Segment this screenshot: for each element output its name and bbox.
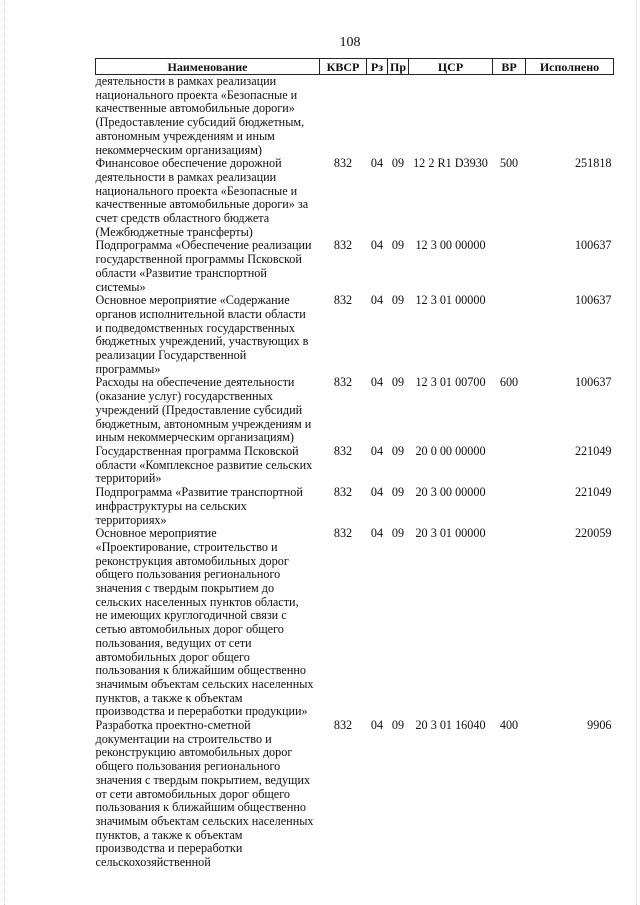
cell-vr: 400 [499, 718, 519, 733]
cell-csr: 20 3 00 00000 [415, 485, 486, 500]
cell-done: 100637 [574, 293, 612, 308]
cell-name: Основное мероприятие «Содержание органов исполнительной власти области и подведомственных государственных бюджетных учреждений, участвующих в реализации Государственной программы» [95, 293, 309, 376]
cell-kvsr [320, 75, 367, 158]
cell-rz [367, 75, 388, 158]
table-row [96, 294, 614, 376]
cell-pr: 09 [391, 293, 405, 308]
cell-kvsr: 832 [333, 156, 353, 171]
cell-rz: 04 [370, 375, 384, 390]
cell-kvsr: 832 [333, 443, 353, 458]
cell-rz: 04 [370, 293, 384, 308]
cell-csr [409, 75, 493, 158]
table-row [96, 376, 614, 445]
cell-pr: 09 [391, 238, 405, 253]
table-body [96, 75, 614, 870]
header-name: Наименование [96, 59, 320, 75]
cell-vr [493, 75, 526, 158]
cell-csr: 12 2 R1 D3930 [413, 156, 488, 171]
scan-left-edge [0, 0, 5, 905]
cell-csr: 12 3 01 00000 [415, 293, 486, 308]
cell-kvsr: 832 [333, 375, 353, 390]
cell-rz: 04 [370, 156, 384, 171]
cell-csr: 20 3 01 00000 [415, 526, 486, 541]
header-vr: ВР [493, 59, 526, 75]
header-csr: ЦСР [409, 59, 493, 75]
table-row [96, 157, 614, 239]
budget-table [95, 58, 614, 870]
table-row [96, 75, 614, 158]
cell-rz: 04 [370, 718, 384, 733]
cell-rz: 04 [370, 485, 384, 500]
cell-name: Подпрограмма «Развитие транспортной инфраструктуры на сельских территориях» [95, 485, 303, 527]
cell-name: Подпрограмма «Обеспечение реализации государственной программы Псковской области «Развитие транспортной системы» [95, 238, 312, 294]
cell-rz: 04 [370, 238, 384, 253]
cell-name: Расходы на обеспечение деятельности (оказание услуг) государственных учреждений (Предоставление субсидий бюджетным, автономным учреждениям и иным некоммерческим организациям) [95, 375, 312, 445]
table-row [96, 486, 614, 527]
cell-kvsr: 832 [333, 718, 353, 733]
cell-kvsr: 832 [333, 238, 353, 253]
cell-kvsr: 832 [333, 293, 353, 308]
cell-done [526, 75, 614, 158]
table-row [96, 719, 614, 870]
cell-done: 221049 [574, 443, 612, 458]
table-row [96, 239, 614, 294]
cell-vr: 600 [499, 375, 519, 390]
header-rz: Рз [367, 59, 388, 75]
cell-pr [388, 75, 409, 158]
header-kvsr: КВСР [320, 59, 367, 75]
cell-pr: 09 [391, 485, 405, 500]
scan-right-edge [636, 0, 640, 905]
cell-done: 251818 [574, 156, 612, 171]
cell-rz: 04 [370, 526, 384, 541]
table-row [96, 445, 614, 486]
cell-pr: 09 [391, 375, 405, 390]
cell-done: 220059 [574, 526, 612, 541]
cell-kvsr: 832 [333, 526, 353, 541]
cell-done: 9906 [587, 718, 612, 733]
cell-rz: 04 [370, 443, 384, 458]
cell-name: Финансовое обеспечение дорожной деятельности в рамках реализации национального проекта «Безопасные и качественные автомобильные дороги» за счет средств областного бюджета (Межбюджетные трансферты) [95, 156, 309, 239]
cell-pr: 09 [391, 718, 405, 733]
cell-name: Разработка проектно-сметной документации на строительство и реконструкцию автомобильных дорог общего пользования регионального значения с твердым покрытием, ведущих от сети автомобильных дорог общего пользования к ближайшим общественно значимым объектам сельских населенных пунктов, а также к объектам производства и переработки сельскохозяйственной [95, 718, 314, 870]
cell-kvsr: 832 [333, 485, 353, 500]
cell-vr [493, 294, 526, 376]
cell-csr: 20 3 01 16040 [415, 718, 486, 733]
header-pr: Пр [388, 59, 409, 75]
cell-csr: 20 0 00 00000 [415, 443, 486, 458]
header-done: Исполнено [526, 59, 614, 75]
cell-vr [493, 445, 526, 486]
cell-pr: 09 [391, 443, 405, 458]
cell-done: 100637 [574, 375, 612, 390]
table-header [96, 59, 614, 75]
cell-vr [493, 486, 526, 527]
cell-vr [493, 527, 526, 719]
cell-csr: 12 3 00 00000 [415, 238, 486, 253]
cell-name: деятельности в рамках реализации национального проекта «Безопасные и качественные автомобильные дороги» (Предоставление субсидий бюджетным, автономным учреждениям и иным некоммерческим организациям) [95, 74, 305, 157]
cell-name: Основное мероприятие «Проектирование, строительство и реконструкция автомобильных дорог общего пользования регионального значения с твердым покрытием до сельских населенных пунктов области, не имеющих круглогодичной связи с сетью автомобильных дорог общего пользования, ведущих от сети автомобильных дорог общего пользования к ближайшим общественно значимым объектам сельских населенных пунктов, а также к объектам производства и переработки продукции» [95, 526, 314, 719]
cell-vr [493, 239, 526, 294]
cell-done: 100637 [574, 238, 612, 253]
cell-pr: 09 [391, 156, 405, 171]
cell-pr: 09 [391, 526, 405, 541]
budget-table-wrapper [95, 58, 613, 870]
page-number: 108 [339, 35, 361, 50]
cell-vr: 500 [499, 156, 519, 171]
cell-name: Государственная программа Псковской области «Комплексное развитие сельских территорий» [95, 443, 313, 486]
cell-csr: 12 3 01 00700 [415, 375, 486, 390]
cell-done: 221049 [574, 485, 612, 500]
table-row [96, 527, 614, 719]
